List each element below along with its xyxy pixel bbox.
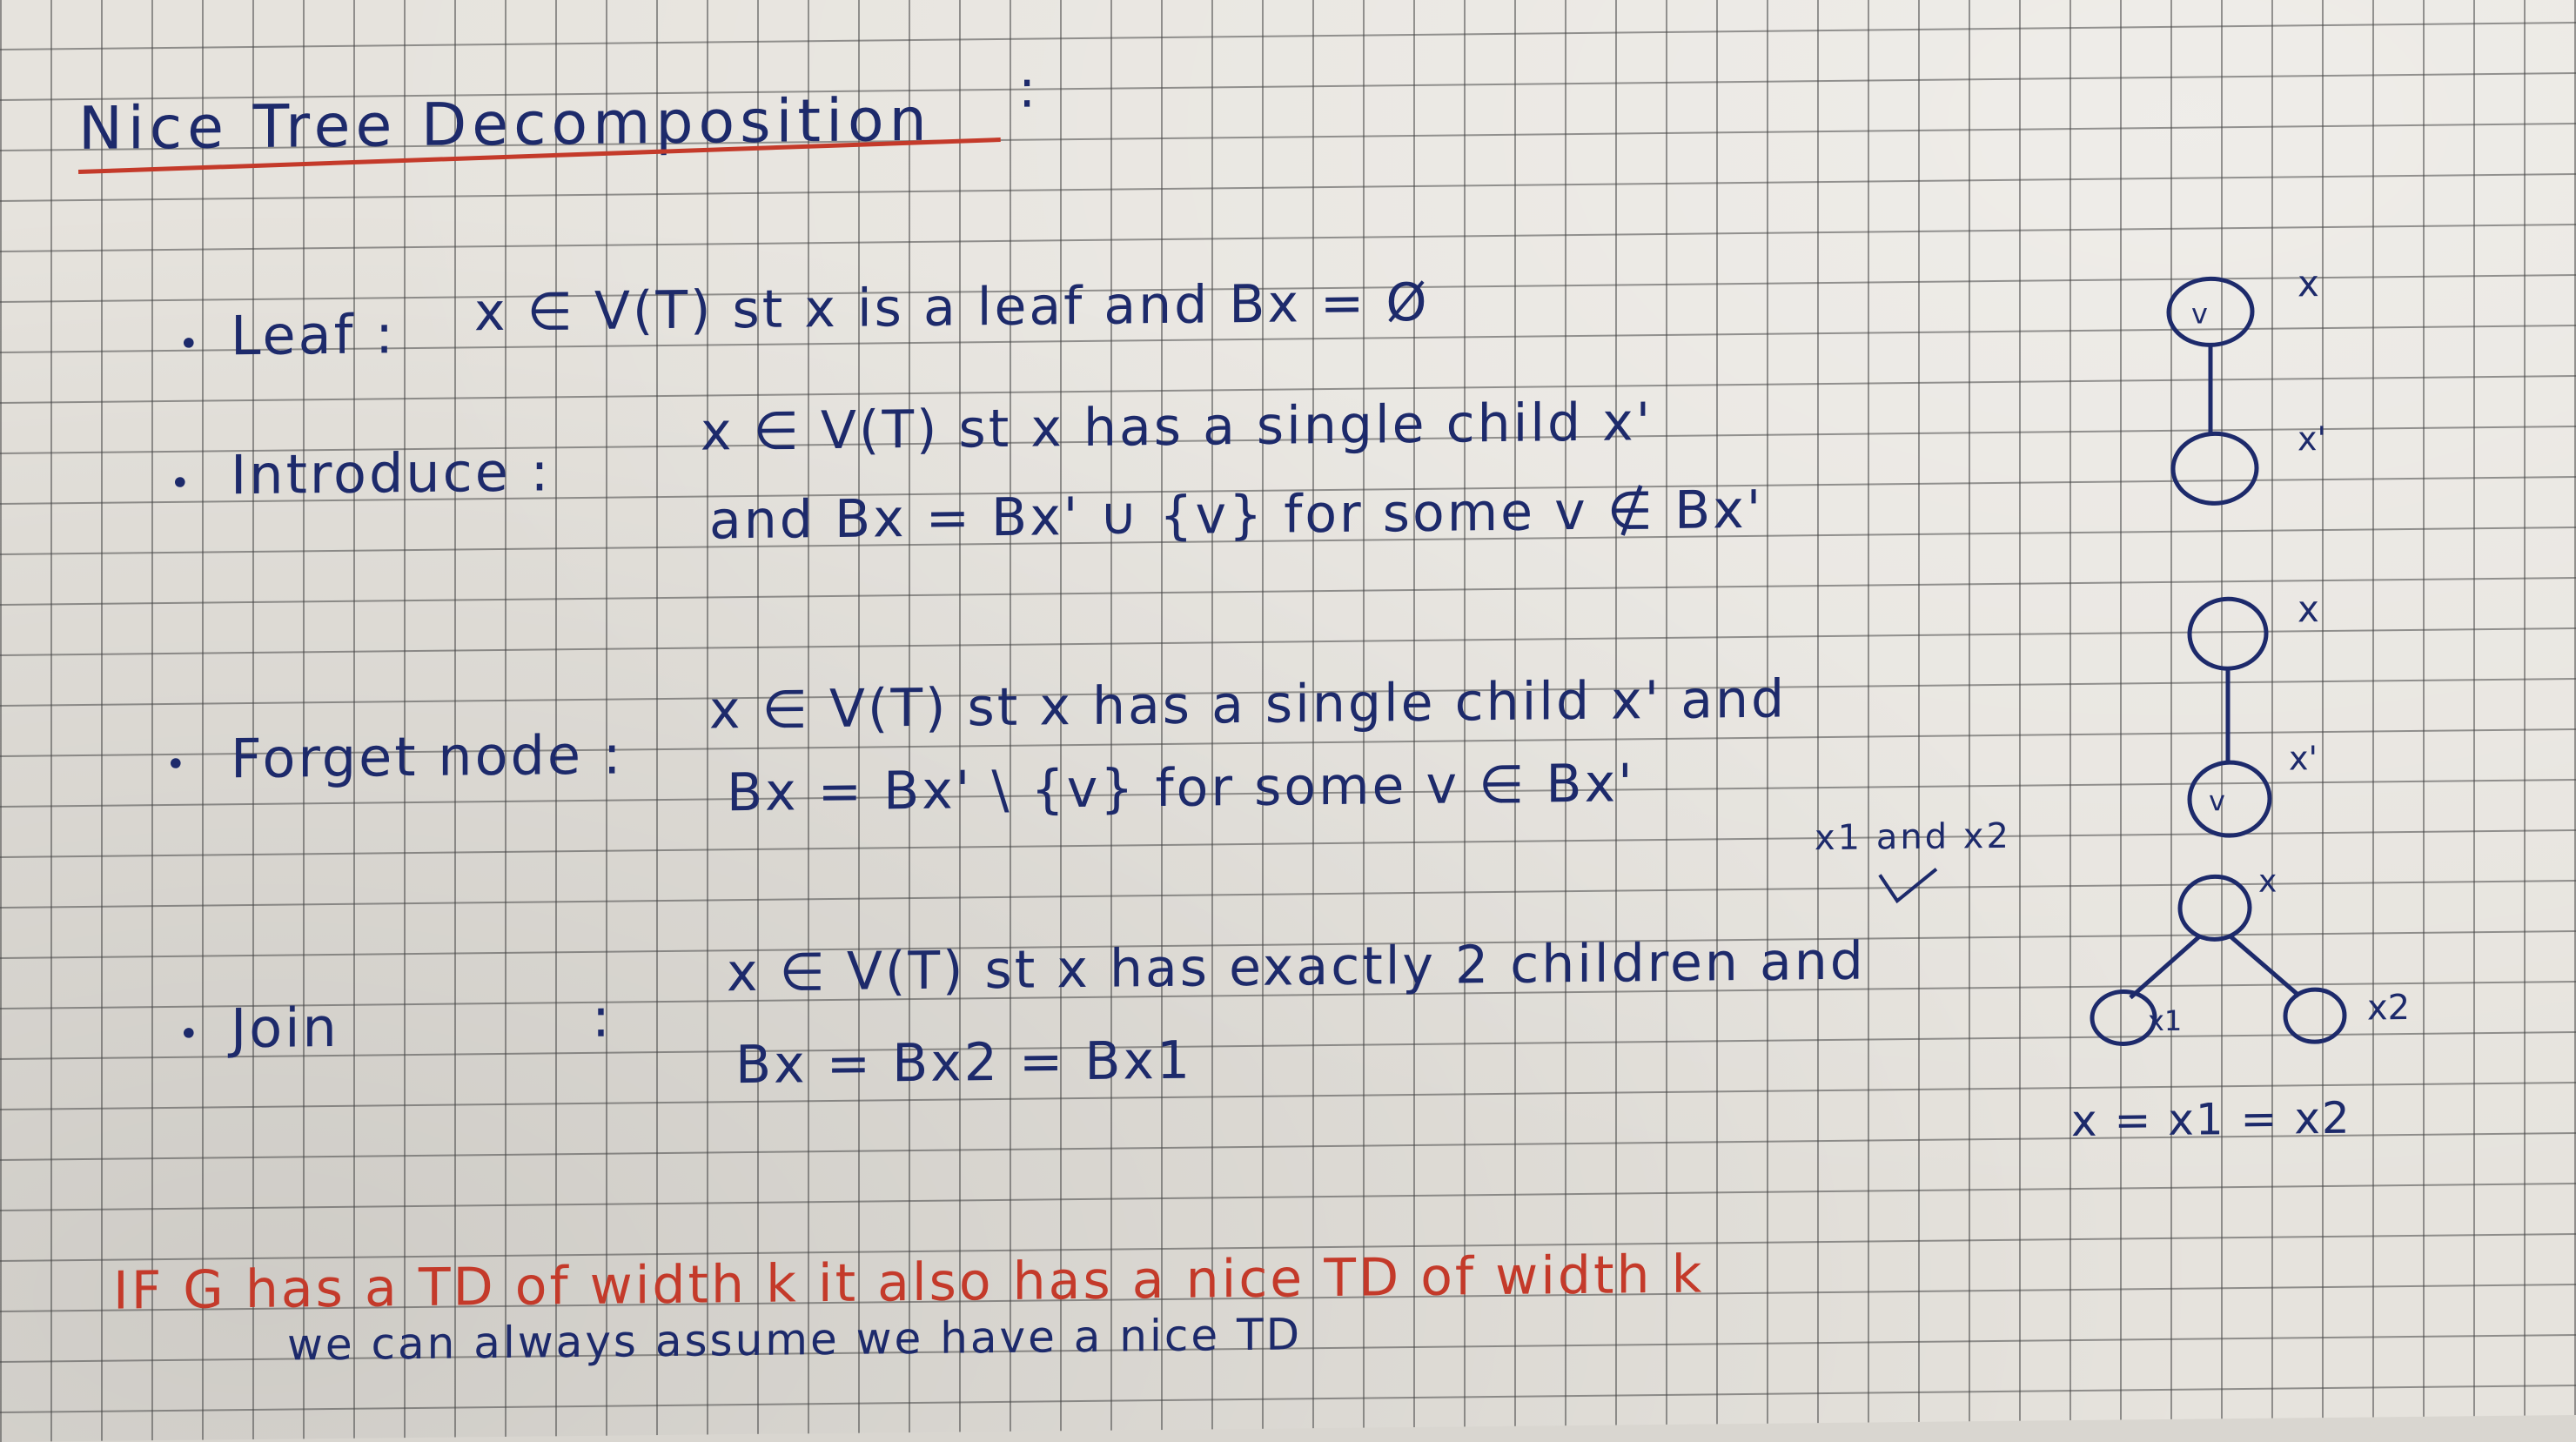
leaf-label: Leaf : (231, 302, 397, 368)
introduce-line2: and Bx = Bx' ∪ {v} for some v ∉ Bx' (709, 479, 1764, 552)
join-right-node (2285, 989, 2345, 1043)
introduce-top-node (2169, 278, 2252, 345)
forget-bottom-label: x' (2289, 739, 2318, 778)
introduce-bullet: • (170, 463, 191, 504)
join-right-label: x2 (2367, 988, 2411, 1029)
footer-line2: we can always assume we have a nice TD (287, 1309, 1303, 1371)
introduce-diagram (2169, 278, 2257, 504)
introduce-bottom-label: x' (2298, 419, 2326, 459)
title-colon: : (1018, 58, 1039, 120)
join-equation: x = x1 = x2 (2071, 1092, 2351, 1147)
introduce-top-label: x (2298, 262, 2319, 305)
forget-line1: x ∈ V(T) st x has a single child x' and (709, 668, 1788, 741)
join-label: Join (231, 995, 339, 1061)
annotation-check-icon (1880, 869, 1936, 902)
join-bullet: • (178, 1014, 199, 1055)
join-top-label: x (2258, 863, 2277, 900)
join-annotation: x1 and x2 (1815, 815, 2011, 859)
introduce-bottom-node (2173, 433, 2257, 504)
leaf-bullet: • (178, 324, 199, 365)
forget-bullet: • (165, 744, 186, 786)
join-left-edge (2130, 936, 2200, 998)
page-title: Nice Tree Decomposition (78, 85, 932, 164)
forget-vertex-label: v (2209, 784, 2225, 818)
join-left-node (2092, 991, 2155, 1044)
forget-bottom-node (2190, 762, 2270, 836)
join-line1: x ∈ V(T) st x has exactly 2 children and (727, 930, 1866, 1004)
leaf-definition: x ∈ V(T) st x is a leaf and Bx = Ø (474, 272, 1430, 344)
forget-top-node (2190, 599, 2266, 669)
introduce-label: Introduce : (231, 439, 552, 507)
introduce-line1: x ∈ V(T) st x has a single child x' (701, 392, 1654, 463)
join-right-edge (2230, 935, 2299, 996)
forget-line2: Bx = Bx' \ {v} for some v ∈ Bx' (727, 753, 1635, 824)
join-top-node (2180, 876, 2250, 940)
introduce-vertex-label: v (2191, 297, 2208, 331)
forget-top-label: x (2298, 587, 2319, 631)
join-left-label: x1 (2148, 1003, 2183, 1038)
footer-line1: IF G has a TD of width k it also has a nice TD of width k (113, 1244, 1705, 1322)
join-diagram (2092, 875, 2345, 1044)
forget-diagram (2190, 599, 2270, 836)
join-line2: Bx = Bx2 = Bx1 (735, 1030, 1193, 1097)
join-colon: : (592, 985, 613, 1050)
forget-label: Forget node : (231, 722, 624, 791)
